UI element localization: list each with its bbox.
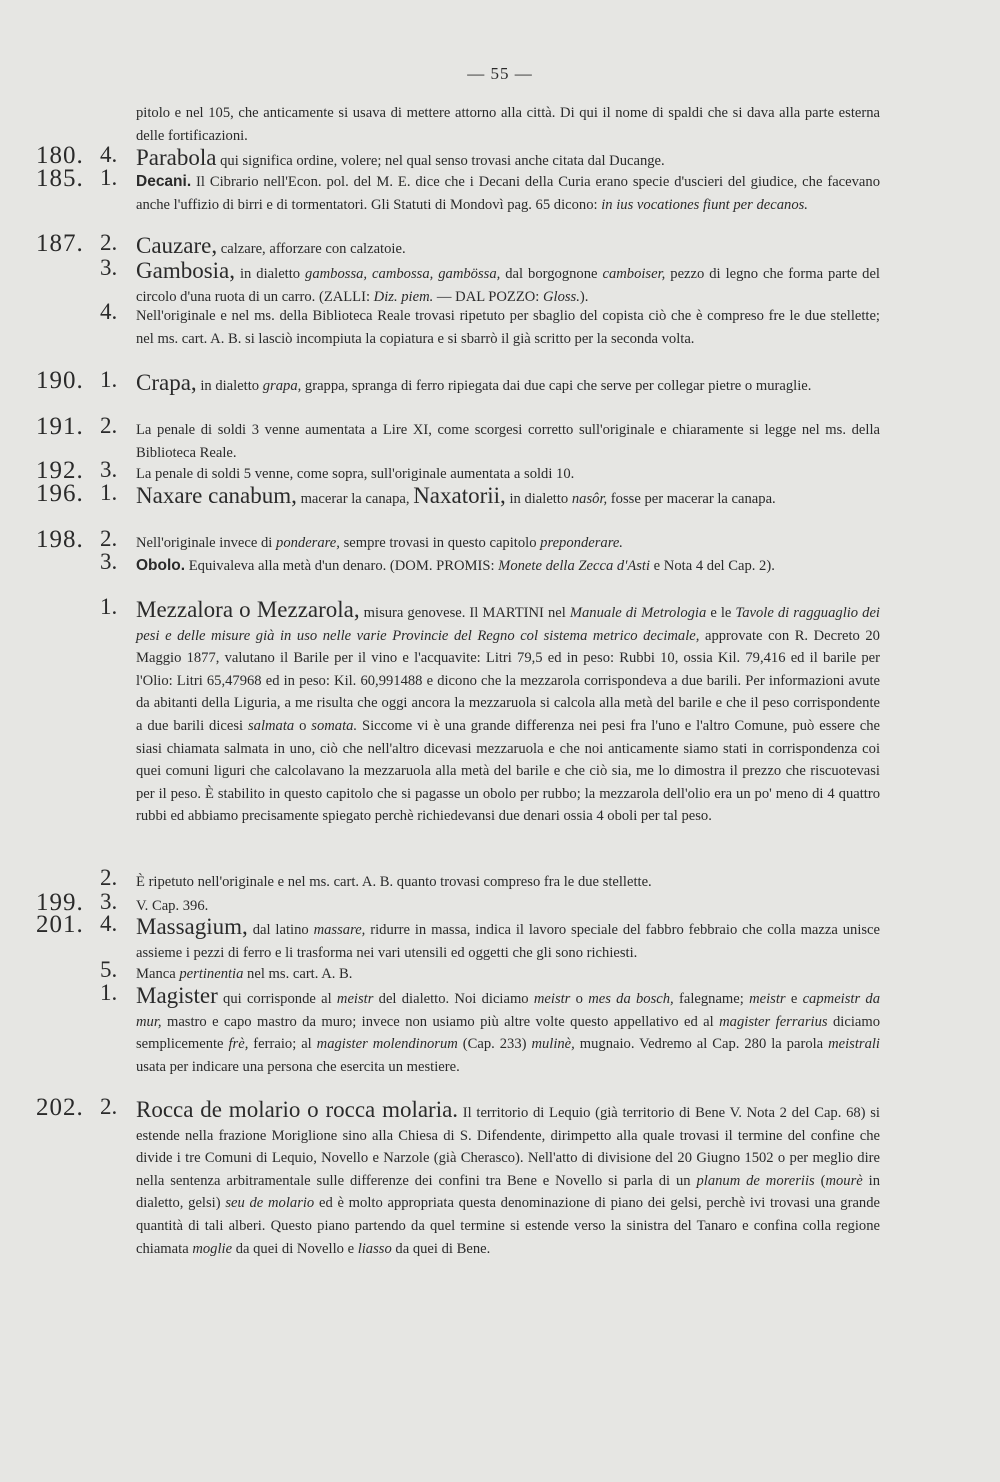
page-number: — 55 — bbox=[467, 64, 533, 83]
text-run: in dialetto bbox=[505, 491, 572, 507]
text-run: in dialetto bbox=[196, 378, 263, 394]
italic-text: Gloss. bbox=[542, 288, 580, 305]
italic-text: magister ferrarius bbox=[719, 1013, 828, 1030]
italic-text: meistr bbox=[533, 991, 571, 1007]
text-run: Il Cibrario nell'Econ. pol. del M. E. dice che i Decani della Curia erano specie d'uscieri del giudice, che facevano anche l'uffizio di birri e di tormentatori. Gli Statuti di Mondovì pag. 65 dicono: bbox=[136, 174, 880, 213]
note-number: 1. bbox=[100, 367, 118, 392]
note-entry bbox=[0, 102, 1000, 147]
note-entry bbox=[0, 594, 1000, 828]
note-text bbox=[136, 555, 880, 578]
note-entry bbox=[0, 142, 1000, 173]
italic-text: in ius vocationes fiunt per decanos. bbox=[601, 196, 808, 213]
text-run: La penale di soldi 3 venne aumentata a Lire XI, come scorgesi corretto sull'originale e chiaramente si legge nel ms. della Biblioteca Reale. bbox=[136, 422, 880, 461]
text-run: in dialetto, gelsi) bbox=[136, 1172, 881, 1212]
note-number: 2. bbox=[100, 413, 118, 438]
text-run: approvate con R. Decreto 20 Maggio 1877, valutano il Barile per il vino e l'acquavite: Litri 79,5 ed in peso: Rubbi 10, ossia Kil. 79,416 ed il barile per l'Olio: Litri 65,47968 ed in peso: Kil. 60,991488 e dicono che la mezzarola corrispondeva a due barili. Per informazioni avute da abitanti della Liguria, a me risulta che oggi ancora la mezzaruola si calcola alla metà del barile e che il peso corrispondente a due barili dicesi bbox=[136, 627, 880, 734]
note-text bbox=[136, 233, 880, 261]
note-text bbox=[136, 102, 880, 147]
note-text bbox=[136, 963, 880, 986]
italic-text: somata. bbox=[311, 717, 358, 734]
text-run: e bbox=[785, 991, 803, 1007]
italic-text: Monete della Zecca d'Asti bbox=[498, 558, 651, 574]
note-number: 1. bbox=[100, 594, 118, 619]
note-text bbox=[136, 305, 880, 350]
text-run: ). bbox=[579, 288, 589, 305]
chapter-number: 190. bbox=[36, 367, 84, 394]
headword: Cauzare, bbox=[136, 233, 218, 258]
note-entry bbox=[0, 413, 1000, 464]
note-number: 2. bbox=[100, 526, 118, 551]
italic-text: preponderare. bbox=[540, 535, 623, 551]
text-run: o bbox=[570, 991, 589, 1007]
note-text bbox=[136, 914, 881, 964]
text-run: mastro e capo mastro da muro; invece non usiamo più altre volte questo appellativo ed al bbox=[161, 1013, 720, 1030]
text-run: diciamo semplicemente bbox=[136, 1013, 881, 1053]
note-entry bbox=[0, 165, 1000, 216]
note-text bbox=[136, 1097, 881, 1260]
text-run: o bbox=[294, 717, 312, 734]
text-run: Nell'originale invece di bbox=[136, 535, 277, 551]
note-entry bbox=[0, 299, 1000, 350]
note-text bbox=[136, 171, 880, 216]
note-number: 4. bbox=[100, 142, 118, 167]
note-number: 4. bbox=[100, 299, 118, 324]
text-run: È ripetuto nell'originale e nel ms. cart. A. B. quanto trovasi compreso fra le due stellette. bbox=[136, 874, 652, 890]
note-number: 4. bbox=[100, 911, 118, 936]
italic-text: meistr bbox=[336, 991, 374, 1007]
chapter-number: 199. bbox=[36, 889, 84, 916]
note-text bbox=[136, 871, 880, 894]
italic-text: capmeistr da mur, bbox=[136, 991, 880, 1030]
italic-text: moglie bbox=[192, 1240, 233, 1257]
italic-text: gambossa, cambossa, gambössa, bbox=[305, 266, 501, 282]
italic-text: planum de moreriis bbox=[696, 1172, 815, 1189]
text-run: usata per indicare una persona che esercita un mestiere. bbox=[136, 1058, 460, 1075]
note-entry bbox=[0, 526, 1000, 555]
note-number: 3. bbox=[100, 889, 118, 914]
italic-text: meistr bbox=[749, 991, 786, 1007]
text-run: grappa, spranga di ferro ripiegata dai due capi che serve per collegar pietre o muraglie. bbox=[301, 378, 812, 394]
text-run: dal latino bbox=[247, 922, 314, 938]
note-number: 3. bbox=[100, 549, 118, 574]
text-run: qui significa ordine, volere; nel qual senso trovasi anche citata dal Ducange. bbox=[216, 153, 665, 169]
italic-text: meistrali bbox=[828, 1036, 880, 1053]
italic-text: massare, bbox=[313, 922, 366, 938]
note-number: 5. bbox=[100, 957, 118, 982]
text-run: falegname; bbox=[673, 991, 750, 1007]
text-run: e Nota 4 del Cap. 2). bbox=[650, 558, 775, 574]
text-run: ( bbox=[814, 1172, 826, 1189]
italic-text: mourè bbox=[825, 1172, 863, 1189]
chapter-number: 202. bbox=[36, 1094, 84, 1121]
headword: Naxare canabum, bbox=[136, 483, 297, 508]
italic-text: magister molendinorum bbox=[316, 1036, 458, 1053]
italic-text: nasôr, bbox=[571, 491, 608, 507]
note-number: 3. bbox=[100, 255, 118, 280]
text-run: Nell'originale e nel ms. della Biblioteca Reale trovasi ripetuto per sbaglio del copista ciò che è compreso fre le due stellette; nel ms. cart. A. B. si lasciò incompiuta la copiatura e si sbarrò il già scritto per la seconda volta. bbox=[136, 308, 880, 347]
headword: Parabola bbox=[136, 145, 217, 170]
headword: Naxatorii, bbox=[413, 483, 506, 508]
italic-text: seu de molario bbox=[225, 1195, 315, 1212]
headword: Obolo. bbox=[136, 557, 186, 574]
note-entry bbox=[0, 230, 1000, 261]
note-text bbox=[136, 258, 880, 308]
note-entry bbox=[0, 980, 1000, 1078]
italic-text: ponderare, bbox=[276, 535, 340, 551]
text-run: ed è molto appropriata questa denominazione di piano dei gelsi, perchè ivi trovasi una grande quantità di tali alberi. Questo piano partendo da quel termine si estende verso la sinistra del Tanaro e confina colla regione chiamata bbox=[136, 1195, 880, 1257]
text-run: (Cap. 233) bbox=[457, 1036, 532, 1053]
note-number: 2. bbox=[100, 865, 118, 890]
text-run: Manca bbox=[136, 966, 180, 982]
text-run: del dialetto. Noi diciamo bbox=[373, 991, 534, 1007]
italic-text: frè, bbox=[228, 1036, 249, 1053]
chapter-number: 185. bbox=[36, 165, 84, 192]
note-text bbox=[136, 370, 880, 398]
italic-text: camboiser, bbox=[602, 266, 666, 282]
note-number: 2. bbox=[100, 230, 118, 255]
text-run: mugnaio. Vedremo al Cap. 280 la parola bbox=[574, 1036, 829, 1053]
text-run: da quei di Bene. bbox=[391, 1240, 491, 1257]
text-run: Equivaleva alla metà d'un denaro. (DOM. PROMIS: bbox=[185, 558, 499, 574]
text-run: in dialetto bbox=[235, 266, 306, 282]
note-text bbox=[136, 145, 880, 173]
headword: Gambosia, bbox=[136, 258, 236, 283]
text-run: V. Cap. 396. bbox=[136, 898, 209, 914]
chapter-number: 180. bbox=[36, 142, 84, 169]
chapter-number: 198. bbox=[36, 526, 84, 553]
text-run: fosse per macerar la canapa. bbox=[607, 491, 776, 507]
note-number: 3. bbox=[100, 457, 118, 482]
text-run: sempre trovasi in questo capitolo bbox=[339, 535, 541, 551]
text-run: Il territorio di Lequio (già territorio di Bene V. Nota 2 del Cap. 68) si estende nella frazione Moriglione sino alla Chiesa di S. Difendente, dirimpetto alla quale trovasi il termine del confine che divide i tre Comuni di Lequio, Novello e Narzole (già Cherasco). Nell'atto di divisione del 20 Giugno 1502 o per meglio dire nella sentenza arbitramentale sulle differenze dei confini tra Bene e Novello si parla di un bbox=[136, 1105, 880, 1189]
italic-text: pertinentia bbox=[179, 966, 244, 982]
chapter-number: 187. bbox=[36, 230, 84, 257]
italic-text: mes da bosch, bbox=[588, 991, 674, 1007]
note-number: 1. bbox=[100, 480, 118, 505]
text-run: misura genovese. Il MARTINI nel bbox=[359, 605, 570, 621]
note-number: 2. bbox=[100, 1094, 118, 1119]
note-entry bbox=[0, 1094, 1000, 1260]
note-entry bbox=[0, 480, 1000, 511]
note-number: 1. bbox=[100, 980, 118, 1005]
italic-text: liasso bbox=[357, 1240, 392, 1257]
italic-text: grapa, bbox=[262, 378, 302, 394]
italic-text: salmata bbox=[247, 717, 295, 734]
italic-text: mulinè, bbox=[531, 1036, 575, 1053]
note-entry bbox=[0, 549, 1000, 578]
note-text bbox=[136, 532, 880, 555]
italic-text: Tavole di ragguaglio dei pesi e delle misure già in uso nelle varie Provincie del Regno col sistema metrico decimale, bbox=[136, 605, 880, 644]
text-run: nel ms. cart. A. B. bbox=[243, 966, 353, 982]
text-run: — DAL POZZO: bbox=[433, 288, 543, 305]
chapter-number: 196. bbox=[36, 480, 84, 507]
note-entry bbox=[0, 911, 1000, 964]
note-number: 1. bbox=[100, 165, 118, 190]
note-entry bbox=[0, 255, 1000, 308]
text-run: qui corrisponde al bbox=[217, 991, 337, 1007]
text-run: macerar la canapa, bbox=[296, 491, 414, 507]
text-run: dal borgognone bbox=[500, 266, 603, 282]
italic-text: Diz. piem. bbox=[373, 288, 434, 305]
text-run: e le bbox=[706, 605, 736, 621]
text-run: ridurre in massa, indica il lavoro speciale del fabbro febbraio che colla mazza unisce assieme i pezzi di ferro e li trasforma nei vari utensili ed oggetti che gli sono richiesti. bbox=[136, 922, 881, 961]
note-text bbox=[136, 419, 880, 464]
text-run: calzare, afforzare con calzatoie. bbox=[217, 241, 406, 257]
chapter-number: 192. bbox=[36, 457, 84, 484]
text-run: Siccome vi è una grande differenza nei pesi fra l'uno e l'altro Comune, può essere che siasi chiamata salmata in uno, ciò che nell'altro dicevasi mezzaruola e che noi anticamente siamo stati in corrispondenza coi quei comuni liguri che calcolavano la mezzaruola alla metà del barile e che ciò sia, me lo dimostra il prezzo che riscuotevasi per il peso. È stabilito in questo capitolo che si pagasse un obolo per rubbo; la mezzarola dell'olio era un po' meno di 4 quattro rubbi ed abbiamo precisamente spiegato perchè richiedevansi due denari ossia 4 oboli per tal peso. bbox=[136, 717, 881, 825]
note-entry bbox=[0, 865, 1000, 894]
headword: Rocca de molario o rocca molaria. bbox=[136, 1097, 459, 1122]
chapter-number: 191. bbox=[36, 413, 84, 440]
note-text bbox=[136, 483, 880, 511]
italic-text: Manuale di Metrologia bbox=[569, 605, 707, 621]
note-text bbox=[136, 983, 881, 1078]
headword: Magister bbox=[136, 983, 218, 1008]
headword: Decani. bbox=[136, 173, 192, 190]
text-run: La penale di soldi 5 venne, come sopra, sull'originale aumentata a soldi 10. bbox=[136, 466, 575, 482]
text-run: da quei di Novello e bbox=[232, 1240, 358, 1257]
headword: Crapa, bbox=[136, 370, 197, 395]
text-run: pezzo di legno che forma parte del circolo d'una ruota di un carro. (ZALLI: bbox=[136, 266, 880, 305]
text-run: pitolo e nel 105, che anticamente si usava di mettere attorno alla città. Di qui il nome di spaldi che si dava alla parte esterna delle fortificazioni. bbox=[136, 105, 880, 144]
note-text bbox=[136, 597, 881, 828]
chapter-number: 201. bbox=[36, 911, 84, 938]
note-entry bbox=[0, 367, 1000, 398]
headword: Massagium, bbox=[136, 914, 248, 939]
text-run: ferraio; al bbox=[248, 1036, 317, 1053]
headword: Mezzalora o Mezzarola, bbox=[136, 597, 360, 622]
